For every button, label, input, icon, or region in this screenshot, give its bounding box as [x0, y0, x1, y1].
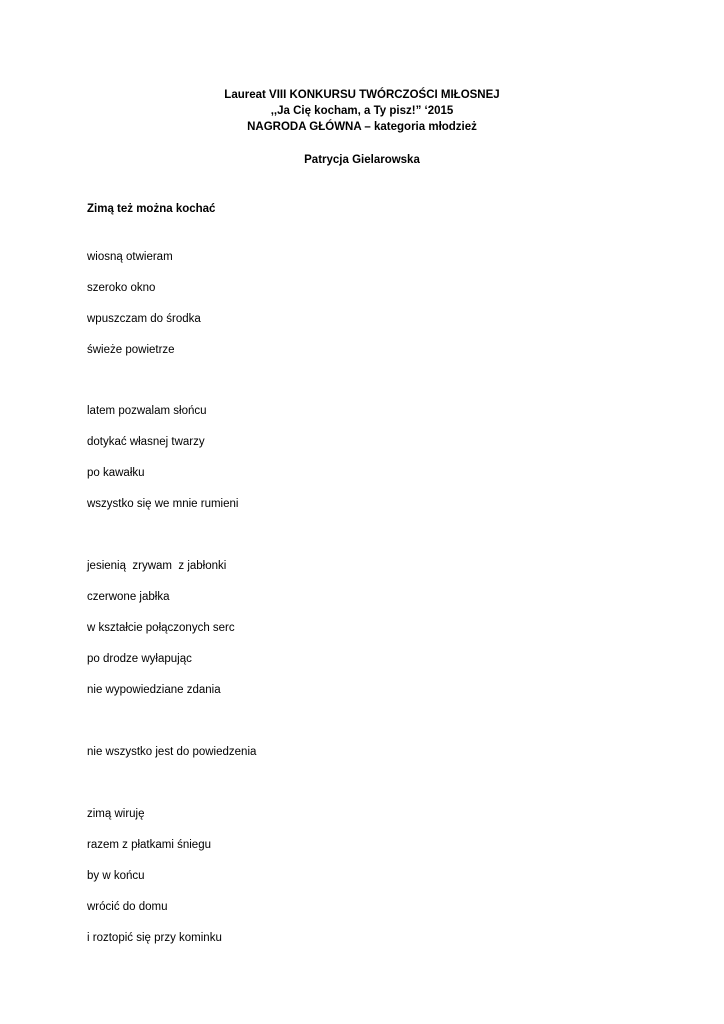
contest-title: Laureat VIII KONKURSU TWÓRCZOŚCI MIŁOSNEJ [224, 89, 500, 101]
poem-line: i roztopić się przy kominku [87, 932, 222, 944]
poem-line: po kawałku [87, 467, 145, 479]
poem-line: nie wypowiedziane zdania [87, 684, 221, 696]
poem-line: szeroko okno [87, 282, 156, 294]
poem-line: wpuszczam do środka [87, 313, 201, 325]
poem-line: po drodze wyłapując [87, 653, 192, 665]
poem-title: Zimą też można kochać [87, 203, 216, 215]
poem-line: wiosną otwieram [87, 251, 173, 263]
poem-line: wszystko się we mnie rumieni [87, 498, 239, 510]
award-category: NAGRODA GŁÓWNA – kategoria młodzież [247, 121, 477, 133]
poem-line: razem z płatkami śniegu [87, 839, 211, 851]
author-name: Patrycja Gielarowska [304, 154, 420, 166]
poem-line: nie wszystko jest do powiedzenia [87, 746, 257, 758]
poem-line: by w końcu [87, 870, 145, 882]
poem-line: wrócić do domu [87, 901, 168, 913]
poem-line: świeże powietrze [87, 344, 175, 356]
poem-line: w kształcie połączonych serc [87, 622, 235, 634]
poem-line: czerwone jabłka [87, 591, 170, 603]
contest-slogan: ,,Ja Cię kocham, a Ty pisz!” ‘2015 [270, 105, 454, 117]
poem-line: dotykać własnej twarzy [87, 436, 205, 448]
poem-line: jesienią zrywam z jabłonki [87, 560, 227, 572]
poem-line: zimą wiruję [87, 808, 145, 820]
poem-line: latem pozwalam słońcu [87, 405, 207, 417]
